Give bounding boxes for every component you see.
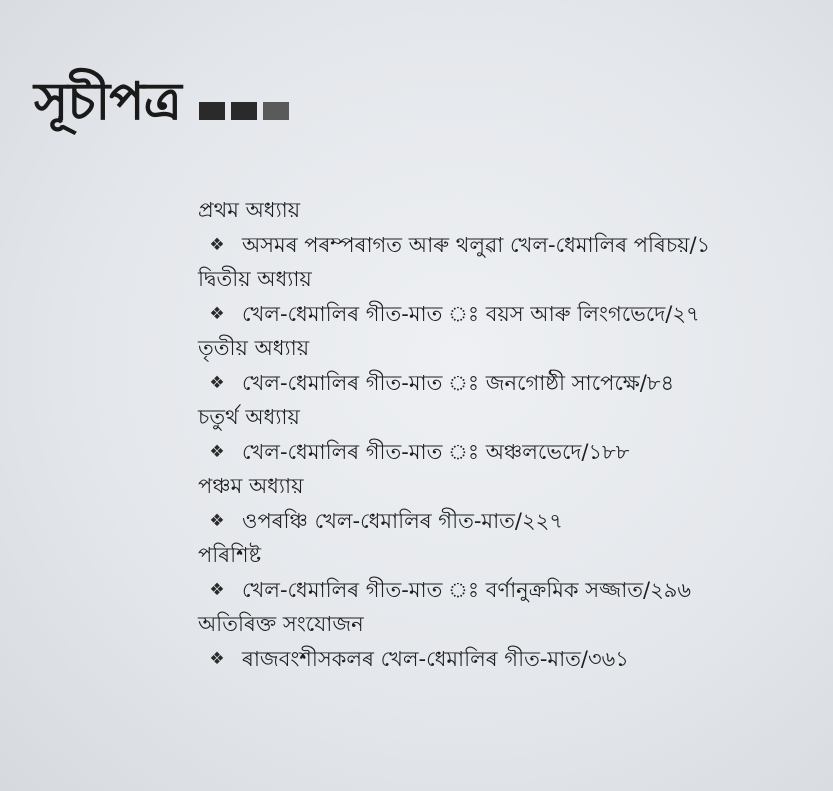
diamond-bullet-icon: ❖ [209, 235, 225, 255]
diamond-bullet-icon: ❖ [209, 304, 225, 324]
toc-entry [198, 228, 818, 263]
chapter-heading: দ্বিতীয় অধ্যায় [198, 267, 312, 291]
table-of-contents [198, 194, 818, 677]
toc-entry-text: খেল-ধেমালিৰ গীত-মাত ঃ জনগোষ্ঠী সাপেক্ষে/৮৪ [242, 371, 675, 395]
decorative-block [199, 102, 225, 120]
toc-entry [198, 642, 818, 677]
toc-entry-text: খেল-ধেমালিৰ গীত-মাত ঃ অঞ্চলভেদে/১৮৮ [242, 440, 630, 464]
chapter-heading: অতিৰিক্ত সংযোজন [198, 612, 364, 636]
chapter-heading: পঞ্চম অধ্যায় [198, 474, 304, 498]
diamond-bullet-icon: ❖ [209, 580, 225, 600]
diamond-bullet-icon: ❖ [209, 373, 225, 393]
diamond-bullet-icon: ❖ [209, 649, 225, 669]
chapter-heading: চতুৰ্থ অধ্যায় [198, 405, 300, 429]
toc-entry [198, 297, 818, 332]
page-title: সূচীপত্ৰ [34, 72, 181, 132]
toc-entry-text: অসমৰ পৰম্পৰাগত আৰু থলুৱা খেল-ধেমালিৰ পৰিচয়/১ [242, 233, 711, 257]
decorative-block [231, 102, 257, 120]
title-area [34, 72, 289, 132]
toc-entry-text: ৰাজবংশীসকলৰ খেল-ধেমালিৰ গীত-মাত/৩৬১ [242, 647, 629, 671]
chapter-heading: প্ৰথম অধ্যায় [198, 198, 301, 222]
toc-entry-text: ওপৰঞ্চি খেল-ধেমালিৰ গীত-মাত/২২৭ [242, 509, 563, 533]
decorative-blocks [199, 102, 289, 120]
decorative-block [263, 102, 289, 120]
toc-entry [198, 504, 818, 539]
toc-entry [198, 366, 818, 401]
diamond-bullet-icon: ❖ [209, 442, 225, 462]
toc-entry [198, 435, 818, 470]
toc-entry [198, 573, 818, 608]
diamond-bullet-icon: ❖ [209, 511, 225, 531]
chapter-heading: তৃতীয় অধ্যায় [198, 336, 310, 360]
toc-entry-text: খেল-ধেমালিৰ গীত-মাত ঃ বয়স আৰু লিংগভেদে/২৭ [242, 302, 700, 326]
chapter-heading: পৰিশিষ্ট [198, 543, 262, 567]
toc-entry-text: খেল-ধেমালিৰ গীত-মাত ঃ বৰ্ণানুক্ৰমিক সজ্জাত/২৯৬ [242, 578, 692, 602]
